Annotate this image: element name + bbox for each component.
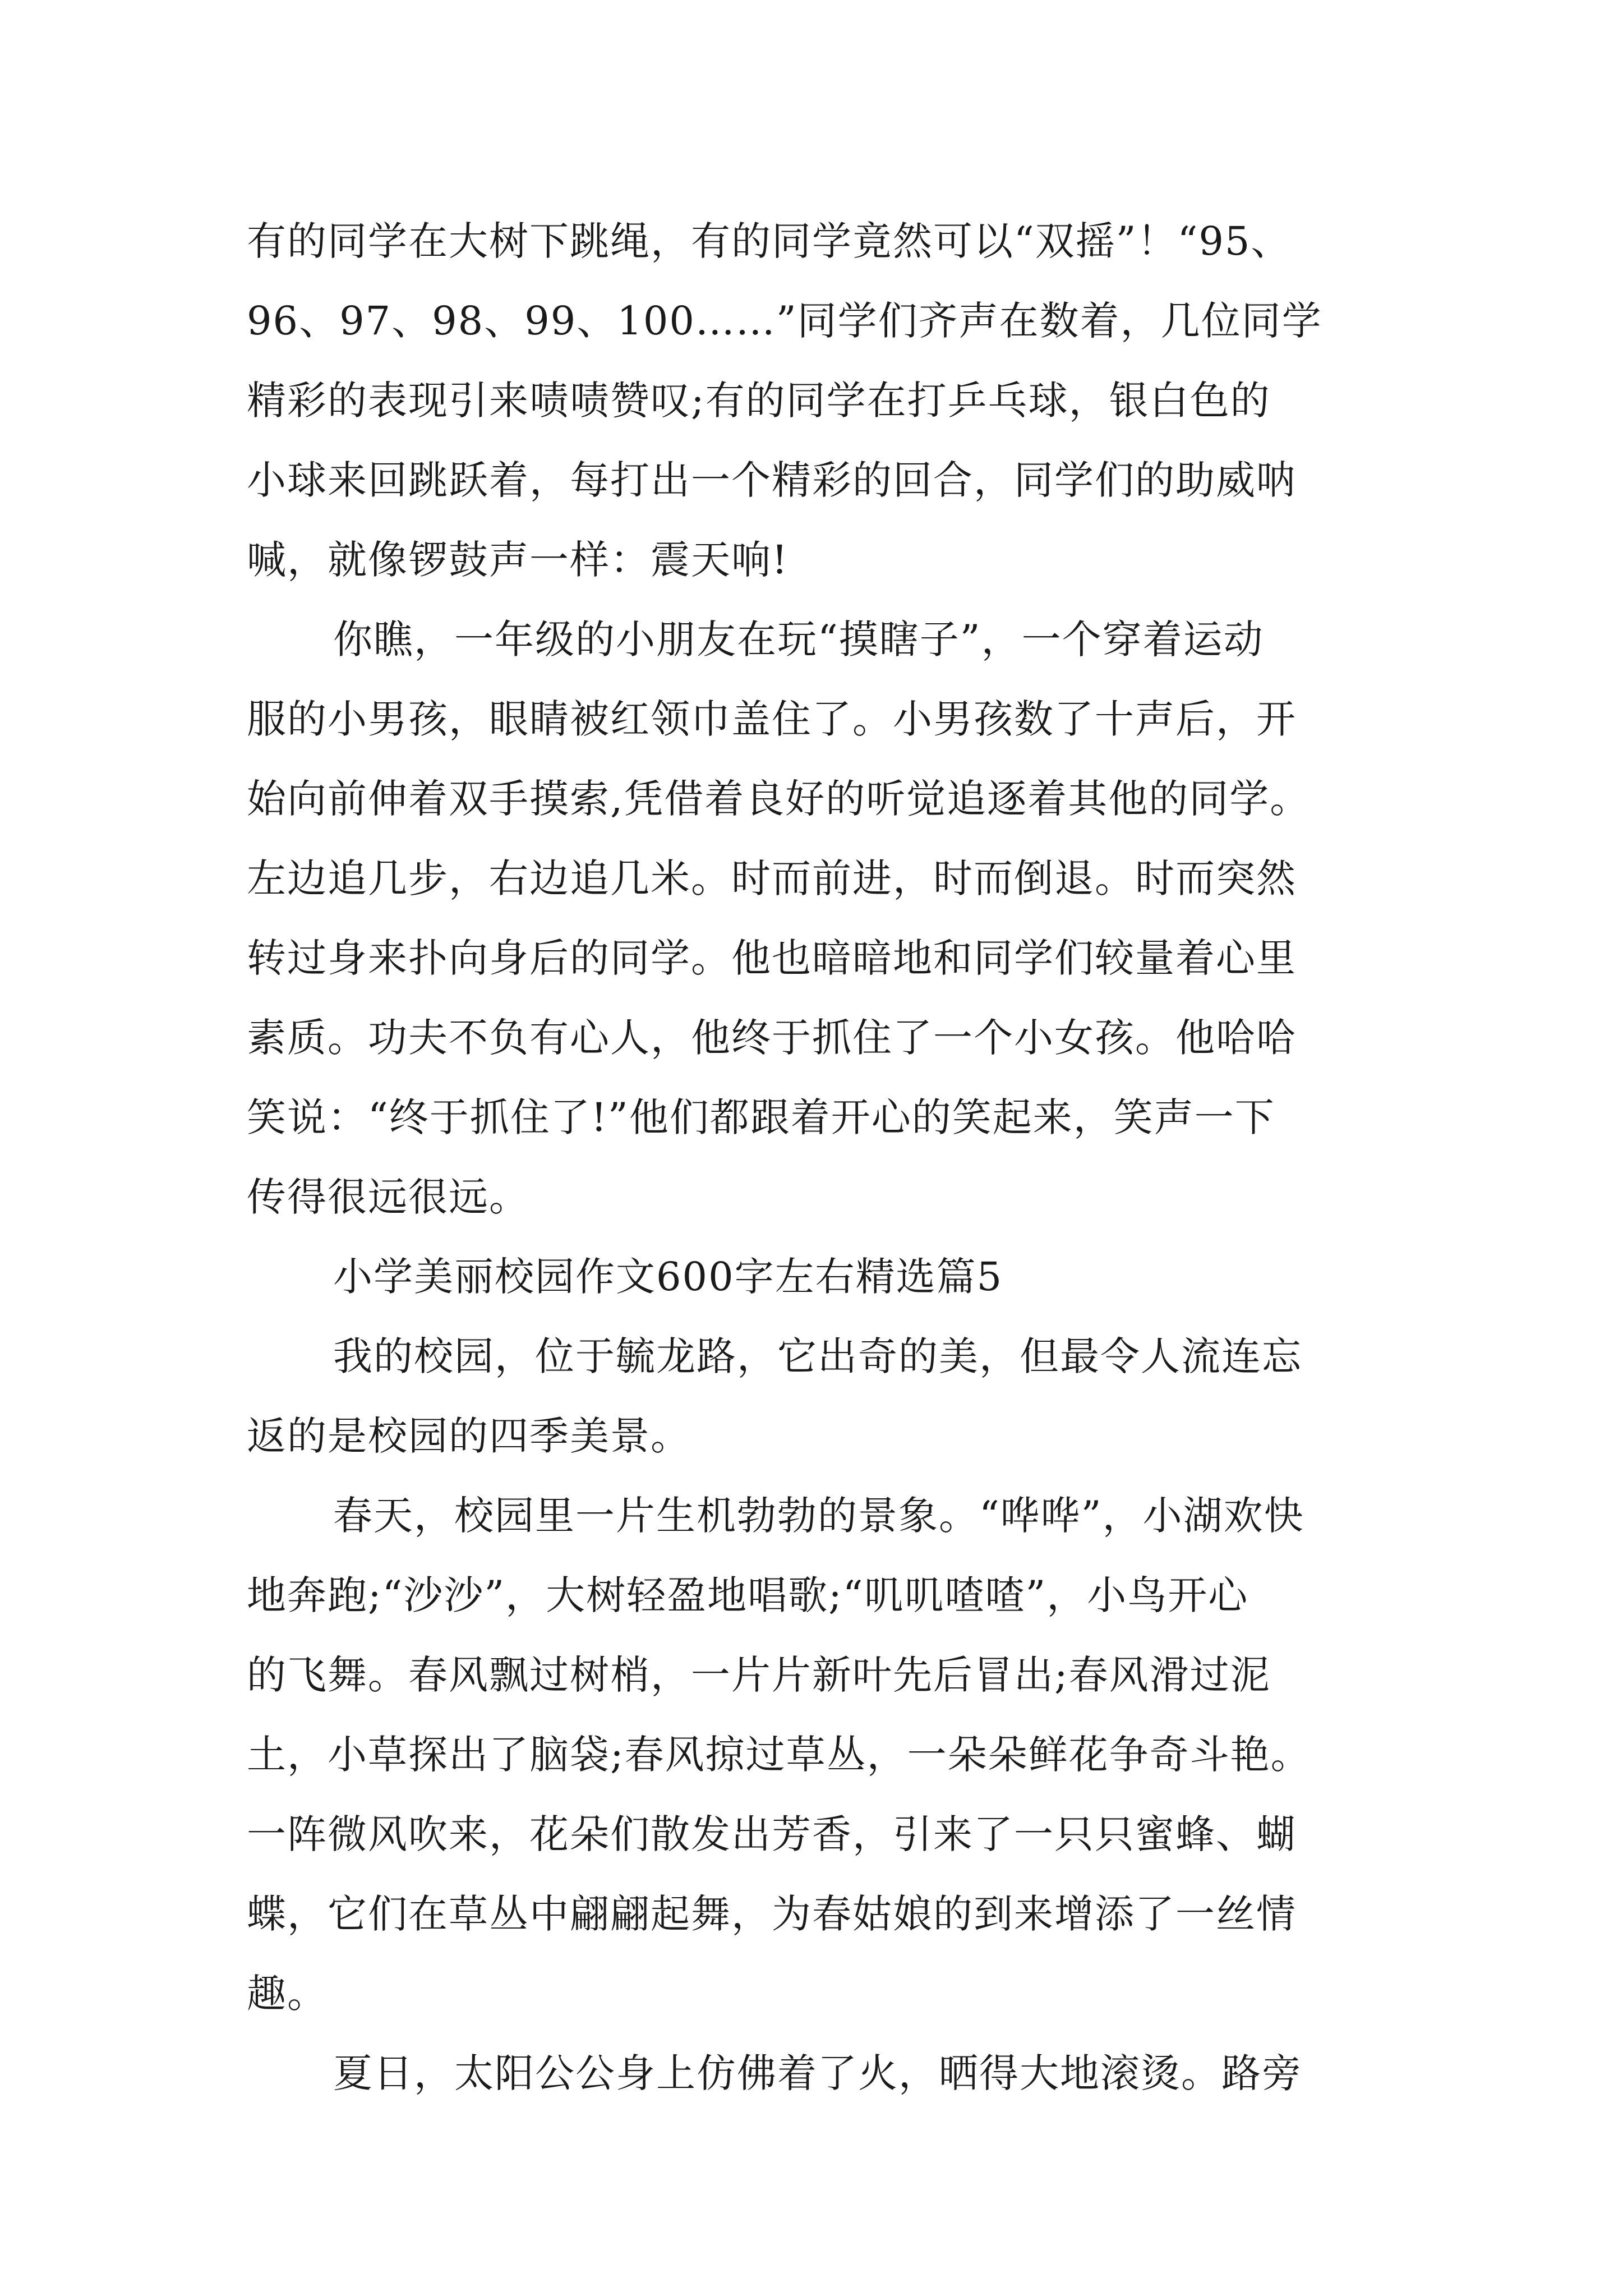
text-line-10: 转过身来扑向身后的同学。他也暗暗地和同学们较量着心里 (247, 935, 1297, 981)
text-line-2: 96、97、98、99、100……”同学们齐声在数着，几位同学 (247, 298, 1322, 344)
text-line-15: 我的校园，位于毓龙路，它出奇的美，但最令人流连忘 (333, 1333, 1302, 1379)
text-line-22: 蝶，它们在草丛中翩翩起舞，为春姑娘的到来增添了一丝情 (247, 1891, 1297, 1937)
text-line-11: 素质。功夫不负有心人，他终于抓住了一个小女孩。他哈哈 (247, 1015, 1297, 1061)
text-line-21: 一阵微风吹来，花朵们散发出芳香，引来了一只只蜜蜂、蝴 (247, 1811, 1297, 1857)
text-line-18: 地奔跑;“沙沙”，大树轻盈地唱歌;“叽叽喳喳”，小鸟开心 (247, 1572, 1249, 1618)
text-line-3: 精彩的表现引来啧啧赞叹;有的同学在打乒乓球，银白色的 (247, 378, 1271, 424)
text-line-7: 服的小男孩，眼睛被红领巾盖住了。小男孩数了十声后，开 (247, 696, 1297, 742)
text-line-17: 春天，校园里一片生机勃勃的景象。“哗哗”，小湖欢快 (333, 1493, 1304, 1539)
text-line-20: 土，小草探出了脑袋;春风掠过草丛，一朵朵鲜花争奇斗艳。 (247, 1732, 1311, 1778)
text-line-6: 你瞧，一年级的小朋友在玩“摸瞎子”，一个穿着运动 (333, 616, 1264, 662)
text-line-19: 的飞舞。春风飘过树梢，一片片新叶先后冒出;春风滑过泥 (247, 1652, 1271, 1698)
text-line-5: 喊，就像锣鼓声一样：震天响! (247, 537, 789, 583)
text-line-9: 左边追几步，右边追几米。时而前进，时而倒退。时而突然 (247, 855, 1297, 901)
text-line-24: 夏日，太阳公公身上仿佛着了火，晒得大地滚烫。路旁 (333, 2050, 1302, 2096)
text-line-13: 传得很远很远。 (247, 1174, 529, 1220)
section-heading: 小学美丽校园作文600字左右精选篇5 (333, 1254, 1003, 1300)
text-line-12: 笑说：“终于抓住了!”他们都跟着开心的笑起来，笑声一下 (247, 1094, 1275, 1140)
text-line-23: 趣。 (247, 1971, 328, 2017)
text-line-4: 小球来回跳跃着，每打出一个精彩的回合，同学们的助威呐 (247, 457, 1297, 503)
text-line-1: 有的同学在大树下跳绳，有的同学竟然可以“双摇”！“95、 (247, 218, 1292, 264)
text-line-16: 返的是校园的四季美景。 (247, 1413, 691, 1459)
text-line-8: 始向前伸着双手摸索,凭借着良好的听觉追逐着其他的同学。 (247, 776, 1311, 822)
